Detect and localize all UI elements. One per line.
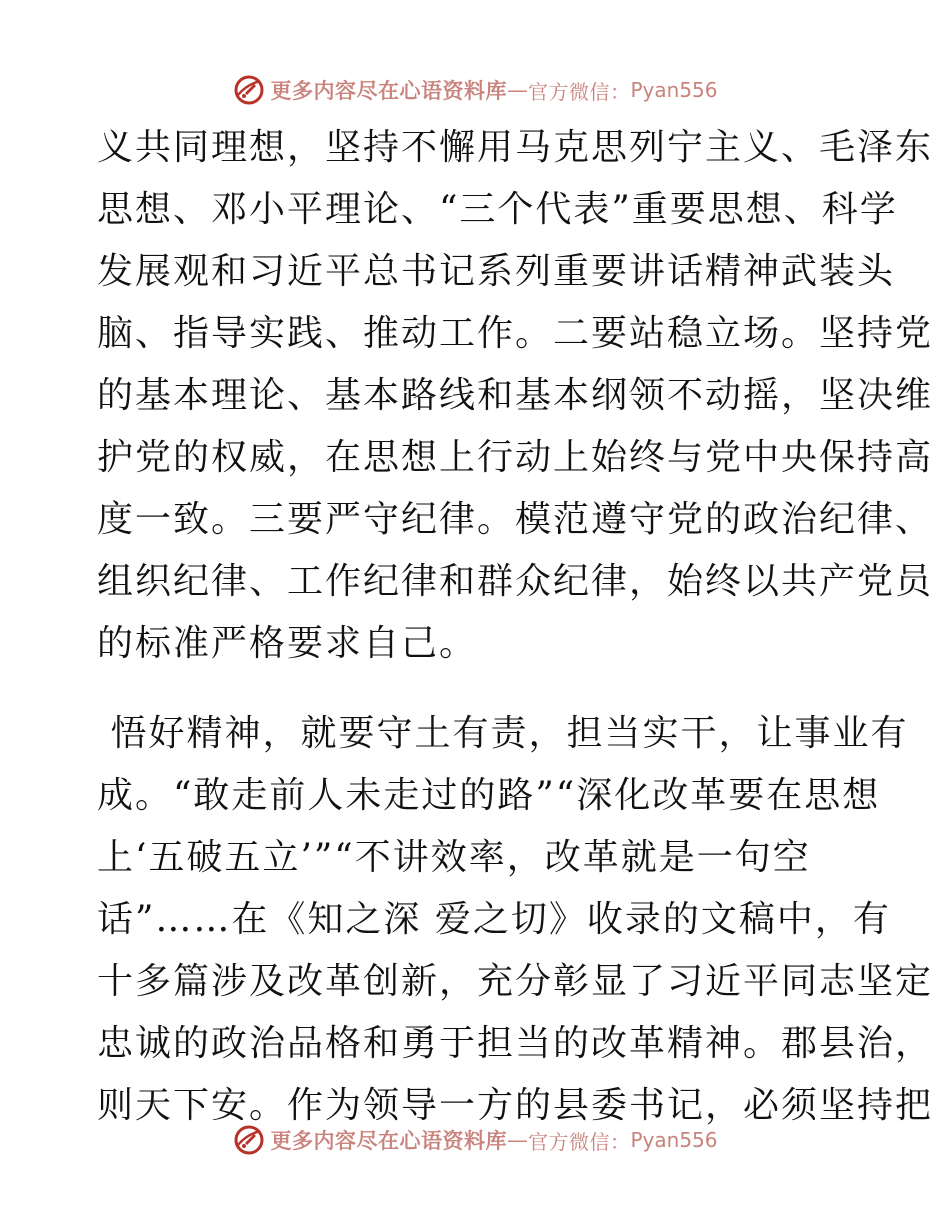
text-line: 组织纪律、工作纪律和群众纪律，始终以共产党员 bbox=[97, 561, 934, 602]
text-line: 脑、指导实践、推动工作。二要站稳立场。坚持党 bbox=[97, 313, 934, 354]
text-line: 发展观和习近平总书记系列重要讲话精神武装头 bbox=[97, 251, 896, 292]
text-line: 十多篇涉及改革创新，充分彰显了习近平同志坚定 bbox=[97, 961, 934, 1002]
text-line: 思想、邓小平理论、“三个代表”重要思想、科学 bbox=[97, 189, 898, 230]
text-line: 的标准严格要求自己。 bbox=[97, 623, 478, 664]
text-line: 话”……在《知之深 爱之切》收录的文稿中，有 bbox=[97, 899, 891, 940]
footer-banner bbox=[0, 1120, 950, 1160]
text-line: 度一致。三要严守纪律。模范遵守党的政治纪律、 bbox=[97, 499, 934, 540]
wechat-label: 官方微信： bbox=[527, 1129, 631, 1154]
document-body bbox=[97, 124, 934, 1144]
banner-separator: — bbox=[506, 1128, 528, 1152]
text-line: 忠诚的政治品格和勇于担当的改革精神。郡县治， bbox=[97, 1023, 934, 1064]
text-line: 护党的权威，在思想上行动上始终与党中央保持高 bbox=[97, 437, 934, 478]
text-line: 成。“敢走前人未走过的路”“深化改革要在思想 bbox=[97, 775, 881, 816]
banner-title: 更多内容尽在心语资料库 bbox=[270, 78, 507, 103]
text-line: 的基本理论、基本路线和基本纲领不动摇，坚决维 bbox=[97, 375, 934, 416]
pen-nib-logo-icon bbox=[232, 73, 266, 107]
text-line: 上‘五破五立’”“不讲效率，改革就是一句空 bbox=[97, 837, 811, 878]
banner-separator: — bbox=[506, 78, 528, 102]
wechat-id: Pyan556 bbox=[630, 78, 718, 102]
text-line: 义共同理想，坚持不懈用马克思列宁主义、毛泽东 bbox=[97, 127, 934, 168]
text-line: 悟好精神，就要守土有责，担当实干，让事业有 bbox=[97, 713, 909, 754]
header-banner bbox=[0, 70, 950, 110]
text-line: 则天下安。作为领导一方的县委书记，必须坚持把 bbox=[97, 1085, 934, 1126]
wechat-id: Pyan556 bbox=[630, 1128, 718, 1152]
paragraph-gap bbox=[97, 682, 857, 710]
paragraph-2 bbox=[97, 710, 934, 1144]
wechat-label: 官方微信： bbox=[527, 79, 631, 104]
banner-title: 更多内容尽在心语资料库 bbox=[270, 1128, 507, 1153]
pen-nib-logo-icon bbox=[232, 1123, 266, 1157]
paragraph-1 bbox=[97, 124, 934, 682]
